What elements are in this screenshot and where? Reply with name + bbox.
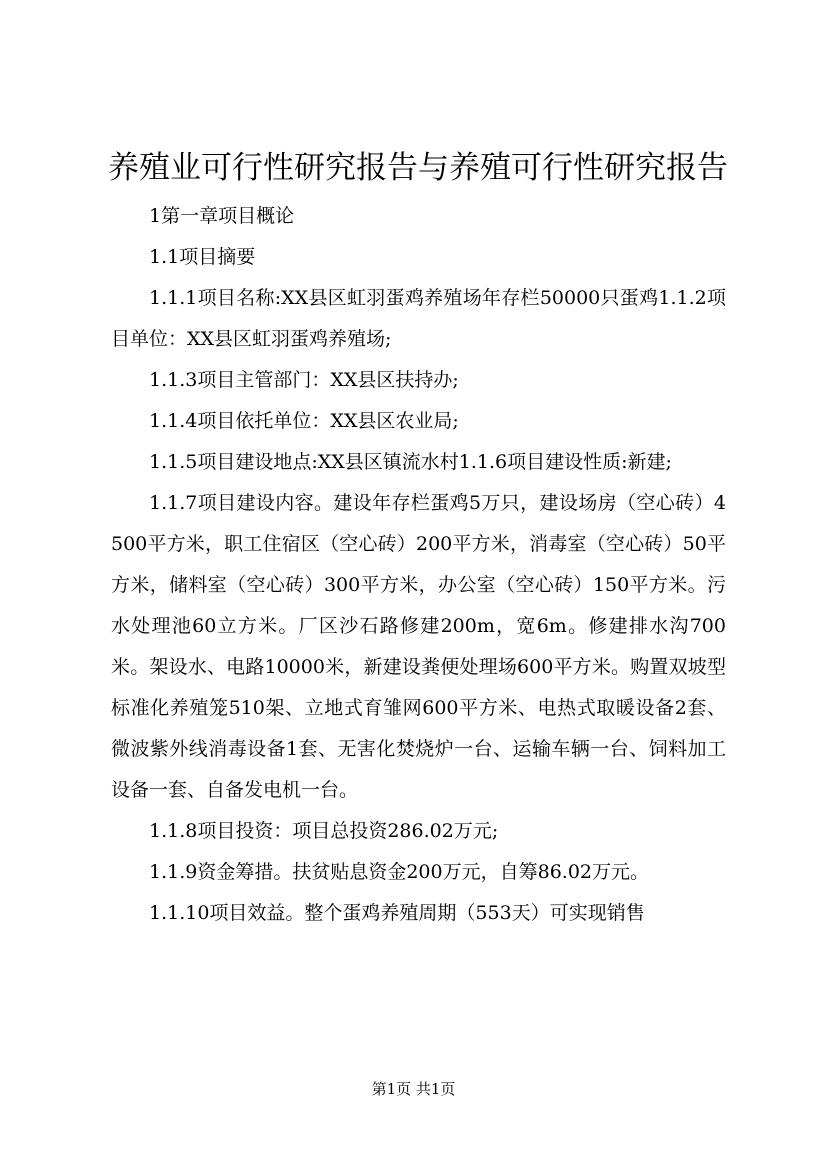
document-body — [111, 196, 726, 934]
page-number-footer: 第1页 共1页 — [371, 1080, 456, 1098]
paragraph-construction-content: 1.1.7项目建设内容。建设年存栏蛋鸡5万只，建设场房（空心砖）4500平方米，职工住宿区（空心砖）200平方米，消毒室（空心砖）50平方米，储料室（空心砖）300平方米，办公室（空心砖）150平方米。污水处理池60立方米。厂区沙石路修建200m，宽6m。修建排水沟700米。架设水、电路10000米，新建设粪便处理场600平方米。购置双坡型标准化养殖笼510架、立地式育雏网600平方米、电热式取暖设备2套、微波紫外线消毒设备1套、无害化焚烧炉一台、运输车辆一台、饲料加工设备一套、自备发电机一台。 — [111, 492, 726, 801]
section-heading: 1第一章项目概论 — [149, 205, 295, 227]
paragraph-location: 1.1.5项目建设地点:XX县区镇流水村1.1.6项目建设性质:新建; — [149, 451, 672, 473]
paragraph-supporting-unit: 1.1.4项目依托单位：XX县区农业局; — [149, 410, 459, 432]
paragraph-project-name: 1.1.1项目名称:XX县区虹羽蛋鸡养殖场年存栏50000只蛋鸡1.1.2项目单位：XX县区虹羽蛋鸡养殖场; — [111, 287, 726, 350]
paragraph-funding: 1.1.9资金筹措。扶贫贴息资金200万元，自筹86.02万元。 — [149, 861, 650, 883]
subsection-heading: 1.1项目摘要 — [149, 246, 256, 268]
paragraph-authority: 1.1.3项目主管部门：XX县区扶持办; — [149, 369, 459, 391]
paragraph-benefits: 1.1.10项目效益。整个蛋鸡养殖周期（553天）可实现销售 — [149, 902, 645, 924]
document-title: 养殖业可行性研究报告与养殖可行性研究报告 — [108, 150, 728, 186]
paragraph-investment: 1.1.8项目投资：项目总投资286.02万元; — [149, 820, 499, 842]
